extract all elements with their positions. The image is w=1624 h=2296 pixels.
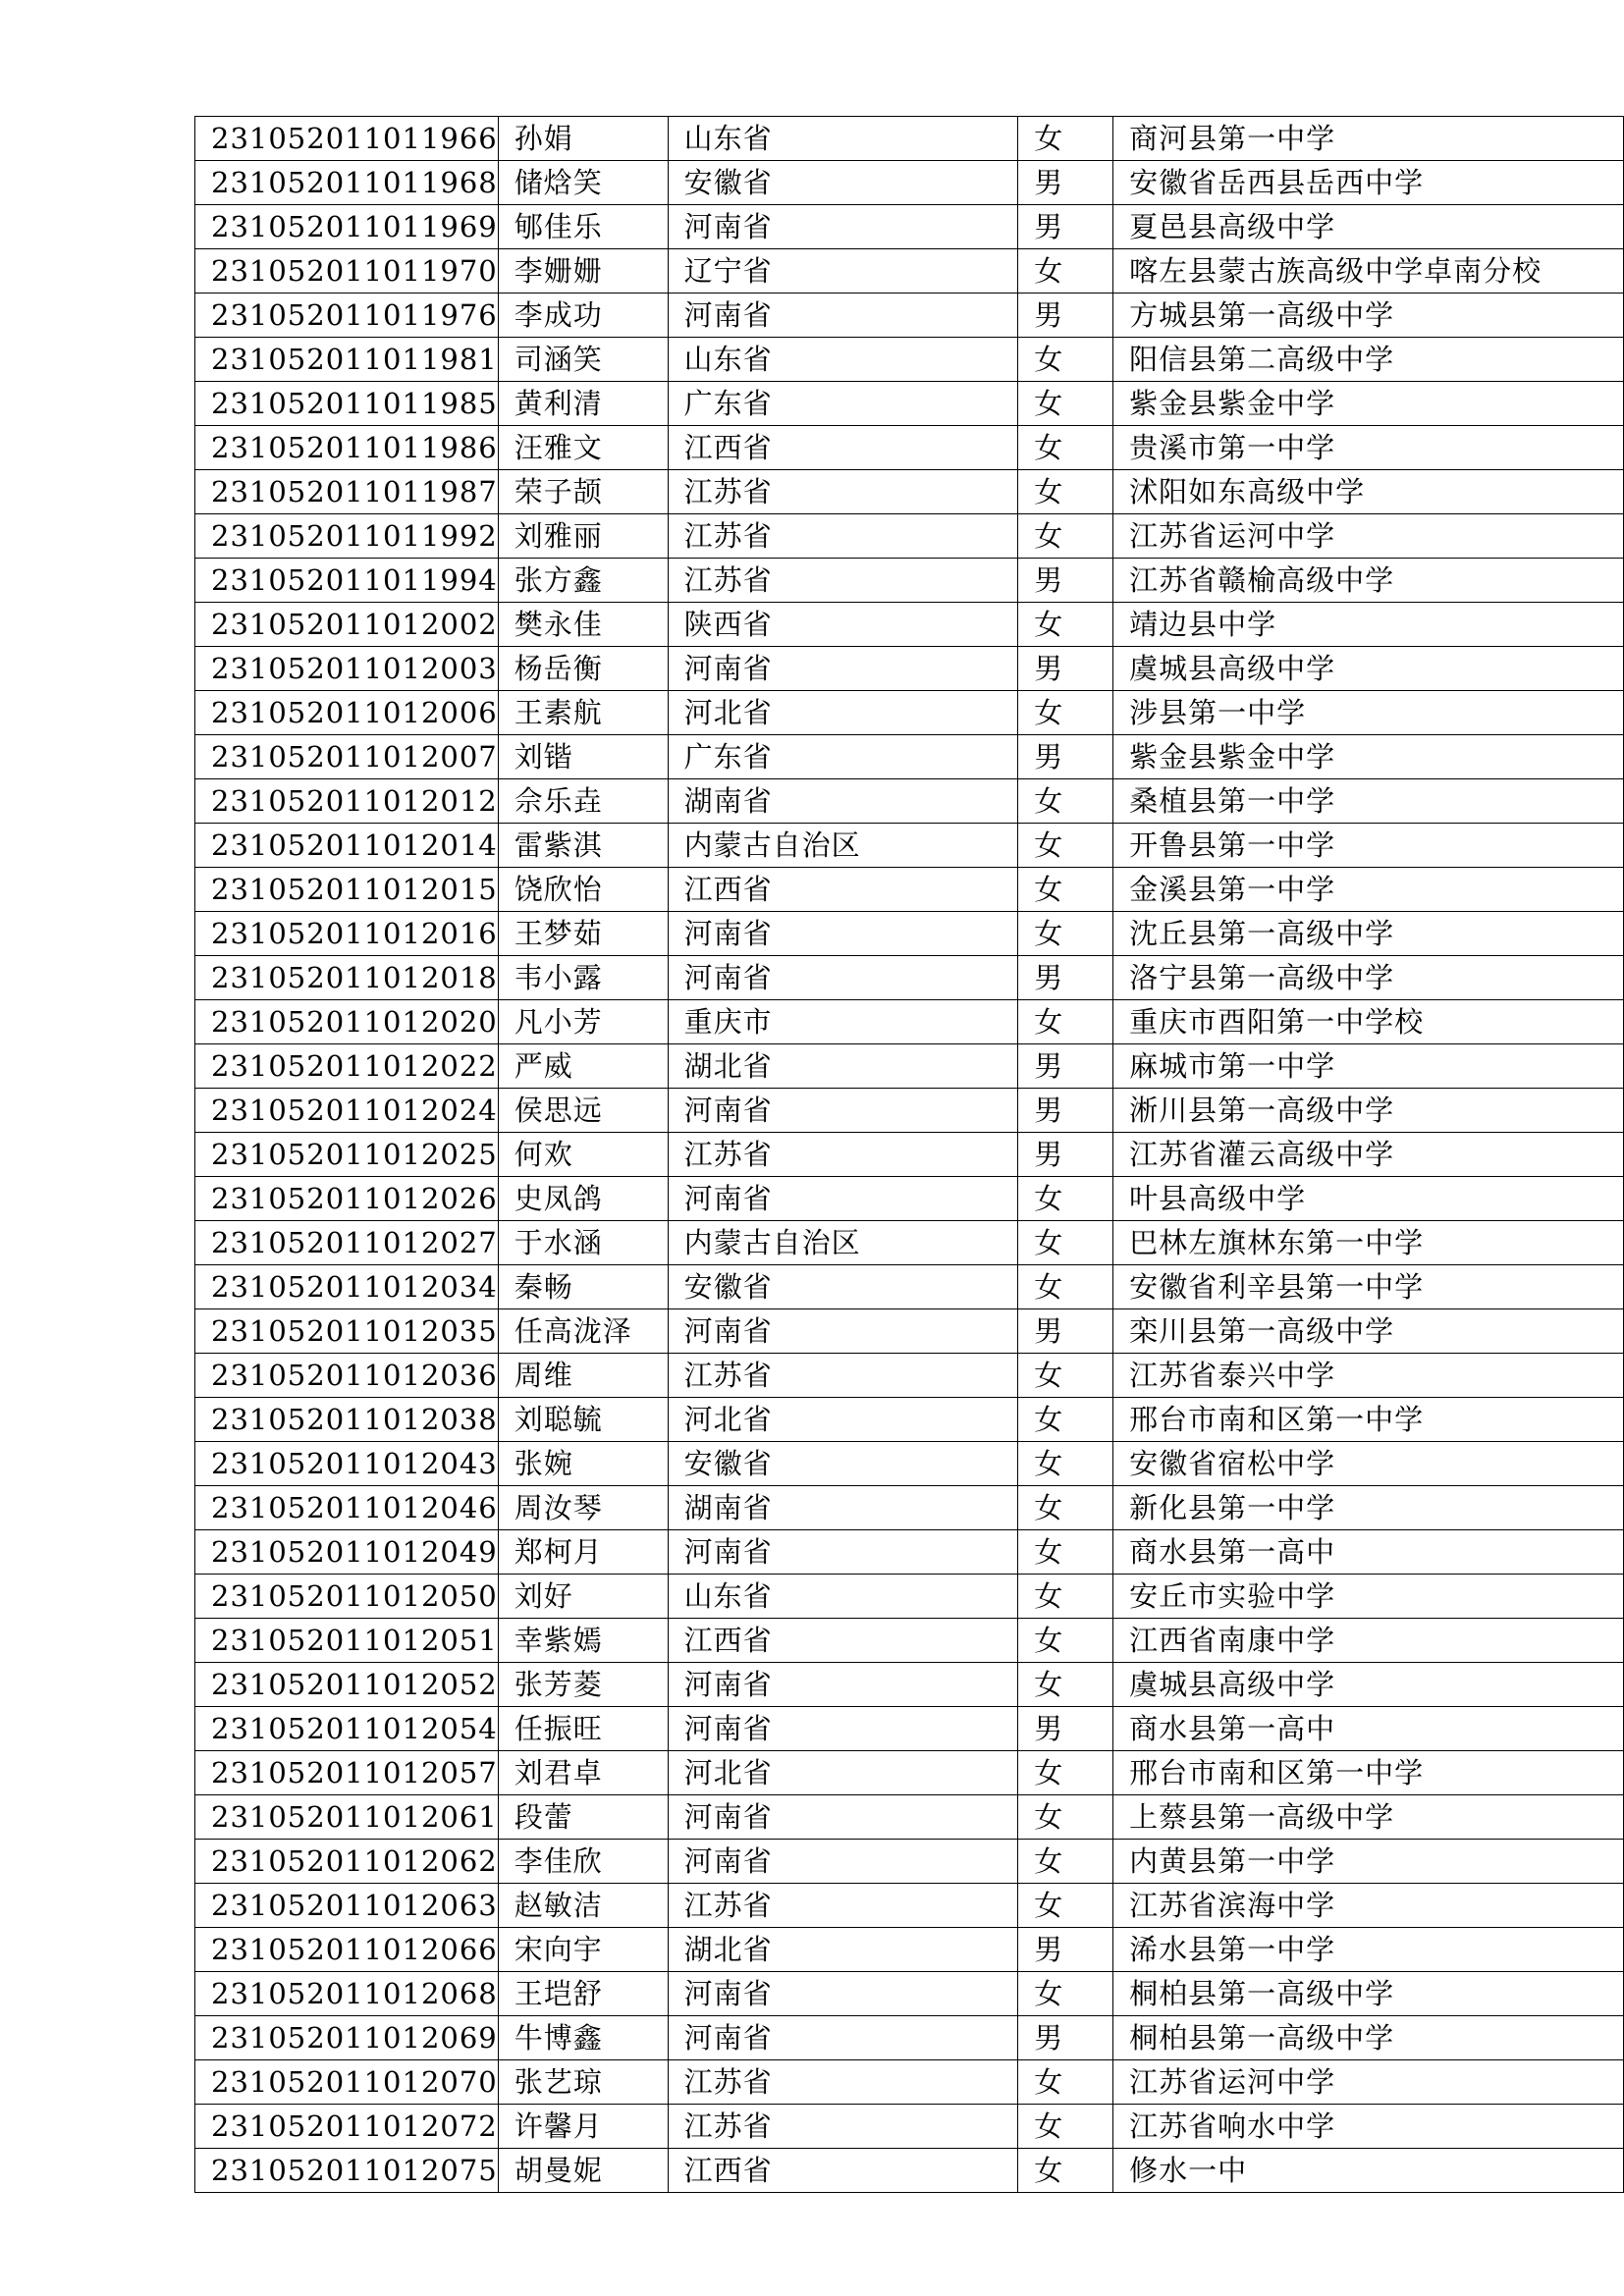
student-name-cell: 许馨月 [498, 2105, 668, 2149]
table-row [195, 912, 1624, 956]
province-cell: 安徽省 [668, 161, 1018, 205]
student-name-cell: 张婉 [498, 1442, 668, 1486]
table-row [195, 956, 1624, 1000]
student-id-cell: 231052011011992 [195, 514, 499, 559]
province-cell: 河南省 [668, 1530, 1018, 1575]
student-id-cell: 231052011012063 [195, 1884, 499, 1928]
school-cell: 淅川县第一高级中学 [1113, 1089, 1624, 1133]
province-cell: 广东省 [668, 382, 1018, 426]
student-id-cell: 231052011012061 [195, 1795, 499, 1840]
student-name-cell: 韦小露 [498, 956, 668, 1000]
gender-cell: 男 [1018, 735, 1113, 779]
province-cell: 江西省 [668, 426, 1018, 470]
table-row [195, 1354, 1624, 1398]
province-cell: 江苏省 [668, 2105, 1018, 2149]
school-cell: 江苏省运河中学 [1113, 2060, 1624, 2105]
roster-body [195, 117, 1624, 2193]
school-cell: 阳信县第二高级中学 [1113, 338, 1624, 382]
province-cell: 江苏省 [668, 514, 1018, 559]
school-cell: 安徽省宿松中学 [1113, 1442, 1624, 1486]
province-cell: 河南省 [668, 956, 1018, 1000]
table-row [195, 1663, 1624, 1707]
student-name-cell: 刘锴 [498, 735, 668, 779]
school-cell: 商水县第一高中 [1113, 1707, 1624, 1751]
table-row [195, 647, 1624, 691]
student-id-cell: 231052011012003 [195, 647, 499, 691]
table-row [195, 603, 1624, 647]
student-name-cell: 李成功 [498, 294, 668, 338]
province-cell: 河南省 [668, 647, 1018, 691]
student-id-cell: 231052011012018 [195, 956, 499, 1000]
student-id-cell: 231052011012070 [195, 2060, 499, 2105]
province-cell: 江苏省 [668, 1354, 1018, 1398]
student-name-cell: 王梦茹 [498, 912, 668, 956]
gender-cell: 男 [1018, 2016, 1113, 2060]
province-cell: 河南省 [668, 1840, 1018, 1884]
province-cell: 重庆市 [668, 1000, 1018, 1044]
gender-cell: 女 [1018, 1884, 1113, 1928]
table-row [195, 1044, 1624, 1089]
table-row [195, 1707, 1624, 1751]
school-cell: 沭阳如东高级中学 [1113, 470, 1624, 514]
gender-cell: 男 [1018, 647, 1113, 691]
province-cell: 河南省 [668, 294, 1018, 338]
school-cell: 江苏省灌云高级中学 [1113, 1133, 1624, 1177]
gender-cell: 女 [1018, 426, 1113, 470]
gender-cell: 女 [1018, 249, 1113, 294]
student-name-cell: 樊永佳 [498, 603, 668, 647]
student-id-cell: 231052011011987 [195, 470, 499, 514]
province-cell: 河南省 [668, 205, 1018, 249]
table-row [195, 1751, 1624, 1795]
province-cell: 河南省 [668, 1795, 1018, 1840]
province-cell: 河北省 [668, 691, 1018, 735]
gender-cell: 男 [1018, 1707, 1113, 1751]
table-row [195, 2016, 1624, 2060]
student-id-cell: 231052011012014 [195, 824, 499, 868]
school-cell: 桑植县第一中学 [1113, 779, 1624, 824]
table-row [195, 1265, 1624, 1309]
gender-cell: 男 [1018, 205, 1113, 249]
gender-cell: 女 [1018, 824, 1113, 868]
school-cell: 江苏省响水中学 [1113, 2105, 1624, 2149]
gender-cell: 女 [1018, 779, 1113, 824]
province-cell: 辽宁省 [668, 249, 1018, 294]
student-id-cell: 231052011012069 [195, 2016, 499, 2060]
table-row [195, 1442, 1624, 1486]
gender-cell: 女 [1018, 1398, 1113, 1442]
gender-cell: 女 [1018, 1751, 1113, 1795]
student-id-cell: 231052011012015 [195, 868, 499, 912]
province-cell: 山东省 [668, 338, 1018, 382]
table-row [195, 1928, 1624, 1972]
table-row [195, 1486, 1624, 1530]
student-id-cell: 231052011011968 [195, 161, 499, 205]
student-id-cell: 231052011011994 [195, 559, 499, 603]
student-id-cell: 231052011011970 [195, 249, 499, 294]
student-id-cell: 231052011012066 [195, 1928, 499, 1972]
student-name-cell: 刘君卓 [498, 1751, 668, 1795]
table-row [195, 2149, 1624, 2193]
school-cell: 紫金县紫金中学 [1113, 382, 1624, 426]
student-name-cell: 凡小芳 [498, 1000, 668, 1044]
school-cell: 洛宁县第一高级中学 [1113, 956, 1624, 1000]
student-name-cell: 任振旺 [498, 1707, 668, 1751]
table-row [195, 1575, 1624, 1619]
province-cell: 山东省 [668, 117, 1018, 161]
school-cell: 江苏省滨海中学 [1113, 1884, 1624, 1928]
school-cell: 开鲁县第一中学 [1113, 824, 1624, 868]
school-cell: 邢台市南和区第一中学 [1113, 1398, 1624, 1442]
table-row [195, 117, 1624, 161]
school-cell: 喀左县蒙古族高级中学卓南分校 [1113, 249, 1624, 294]
gender-cell: 女 [1018, 1442, 1113, 1486]
gender-cell: 女 [1018, 1530, 1113, 1575]
province-cell: 河南省 [668, 1663, 1018, 1707]
student-id-cell: 231052011012022 [195, 1044, 499, 1089]
student-id-cell: 231052011012075 [195, 2149, 499, 2193]
table-row [195, 1398, 1624, 1442]
student-id-cell: 231052011012002 [195, 603, 499, 647]
province-cell: 江苏省 [668, 2060, 1018, 2105]
school-cell: 浠水县第一中学 [1113, 1928, 1624, 1972]
student-name-cell: 张芳菱 [498, 1663, 668, 1707]
student-id-cell: 231052011012027 [195, 1221, 499, 1265]
province-cell: 湖南省 [668, 1486, 1018, 1530]
gender-cell: 女 [1018, 1575, 1113, 1619]
student-name-cell: 严威 [498, 1044, 668, 1089]
student-name-cell: 刘雅丽 [498, 514, 668, 559]
gender-cell: 女 [1018, 1795, 1113, 1840]
student-name-cell: 郑柯月 [498, 1530, 668, 1575]
student-id-cell: 231052011012038 [195, 1398, 499, 1442]
gender-cell: 女 [1018, 1972, 1113, 2016]
student-id-cell: 231052011012025 [195, 1133, 499, 1177]
gender-cell: 女 [1018, 912, 1113, 956]
gender-cell: 男 [1018, 1928, 1113, 1972]
table-row [195, 1089, 1624, 1133]
school-cell: 桐柏县第一高级中学 [1113, 2016, 1624, 2060]
student-id-cell: 231052011012034 [195, 1265, 499, 1309]
school-cell: 靖边县中学 [1113, 603, 1624, 647]
gender-cell: 男 [1018, 161, 1113, 205]
table-row [195, 1221, 1624, 1265]
gender-cell: 女 [1018, 2105, 1113, 2149]
student-name-cell: 史凤鸽 [498, 1177, 668, 1221]
school-cell: 江苏省运河中学 [1113, 514, 1624, 559]
school-cell: 商水县第一高中 [1113, 1530, 1624, 1575]
student-name-cell: 汪雅文 [498, 426, 668, 470]
province-cell: 江西省 [668, 2149, 1018, 2193]
province-cell: 安徽省 [668, 1265, 1018, 1309]
province-cell: 河南省 [668, 1707, 1018, 1751]
table-row [195, 470, 1624, 514]
student-name-cell: 段蕾 [498, 1795, 668, 1840]
student-id-cell: 231052011012072 [195, 2105, 499, 2149]
student-id-cell: 231052011012007 [195, 735, 499, 779]
student-id-cell: 231052011011976 [195, 294, 499, 338]
table-row [195, 249, 1624, 294]
table-row [195, 1133, 1624, 1177]
table-row [195, 559, 1624, 603]
school-cell: 上蔡县第一高级中学 [1113, 1795, 1624, 1840]
school-cell: 夏邑县高级中学 [1113, 205, 1624, 249]
gender-cell: 女 [1018, 382, 1113, 426]
student-name-cell: 赵敏洁 [498, 1884, 668, 1928]
gender-cell: 女 [1018, 1840, 1113, 1884]
table-row [195, 1972, 1624, 2016]
school-cell: 金溪县第一中学 [1113, 868, 1624, 912]
student-name-cell: 牛博鑫 [498, 2016, 668, 2060]
gender-cell: 女 [1018, 1177, 1113, 1221]
student-name-cell: 刘聪毓 [498, 1398, 668, 1442]
admission-roster-table [194, 116, 1624, 2193]
gender-cell: 男 [1018, 1309, 1113, 1354]
school-cell: 新化县第一中学 [1113, 1486, 1624, 1530]
school-cell: 虞城县高级中学 [1113, 1663, 1624, 1707]
province-cell: 广东省 [668, 735, 1018, 779]
table-row [195, 161, 1624, 205]
student-name-cell: 孙娟 [498, 117, 668, 161]
table-row [195, 1795, 1624, 1840]
gender-cell: 女 [1018, 1663, 1113, 1707]
student-id-cell: 231052011012046 [195, 1486, 499, 1530]
school-cell: 巴林左旗林东第一中学 [1113, 1221, 1624, 1265]
student-id-cell: 231052011011966 [195, 117, 499, 161]
gender-cell: 男 [1018, 559, 1113, 603]
student-name-cell: 郇佳乐 [498, 205, 668, 249]
student-name-cell: 佘乐垚 [498, 779, 668, 824]
province-cell: 安徽省 [668, 1442, 1018, 1486]
student-name-cell: 张艺琼 [498, 2060, 668, 2105]
student-name-cell: 胡曼妮 [498, 2149, 668, 2193]
school-cell: 江苏省赣榆高级中学 [1113, 559, 1624, 603]
school-cell: 栾川县第一高级中学 [1113, 1309, 1624, 1354]
province-cell: 内蒙古自治区 [668, 824, 1018, 868]
student-name-cell: 于水涵 [498, 1221, 668, 1265]
province-cell: 河北省 [668, 1398, 1018, 1442]
student-id-cell: 231052011012024 [195, 1089, 499, 1133]
student-id-cell: 231052011012062 [195, 1840, 499, 1884]
student-id-cell: 231052011011981 [195, 338, 499, 382]
province-cell: 河南省 [668, 1177, 1018, 1221]
province-cell: 湖北省 [668, 1044, 1018, 1089]
province-cell: 河南省 [668, 1089, 1018, 1133]
gender-cell: 男 [1018, 294, 1113, 338]
student-id-cell: 231052011012054 [195, 1707, 499, 1751]
student-id-cell: 231052011011969 [195, 205, 499, 249]
student-id-cell: 231052011012057 [195, 1751, 499, 1795]
student-id-cell: 231052011012052 [195, 1663, 499, 1707]
student-id-cell: 231052011012049 [195, 1530, 499, 1575]
province-cell: 江苏省 [668, 1133, 1018, 1177]
gender-cell: 女 [1018, 338, 1113, 382]
school-cell: 涉县第一中学 [1113, 691, 1624, 735]
table-row [195, 1840, 1624, 1884]
student-id-cell: 231052011012068 [195, 1972, 499, 2016]
student-name-cell: 司涵笑 [498, 338, 668, 382]
gender-cell: 男 [1018, 1089, 1113, 1133]
school-cell: 桐柏县第一高级中学 [1113, 1972, 1624, 2016]
table-row [195, 779, 1624, 824]
school-cell: 叶县高级中学 [1113, 1177, 1624, 1221]
student-name-cell: 张方鑫 [498, 559, 668, 603]
student-id-cell: 231052011012012 [195, 779, 499, 824]
student-id-cell: 231052011012043 [195, 1442, 499, 1486]
gender-cell: 女 [1018, 2060, 1113, 2105]
student-id-cell: 231052011011985 [195, 382, 499, 426]
table-row [195, 338, 1624, 382]
gender-cell: 女 [1018, 1486, 1113, 1530]
province-cell: 山东省 [668, 1575, 1018, 1619]
table-row [195, 2060, 1624, 2105]
gender-cell: 男 [1018, 1044, 1113, 1089]
student-name-cell: 任高泷泽 [498, 1309, 668, 1354]
province-cell: 湖南省 [668, 779, 1018, 824]
school-cell: 重庆市酉阳第一中学校 [1113, 1000, 1624, 1044]
table-row [195, 735, 1624, 779]
student-name-cell: 李姗姗 [498, 249, 668, 294]
province-cell: 陕西省 [668, 603, 1018, 647]
student-name-cell: 秦畅 [498, 1265, 668, 1309]
table-row [195, 824, 1624, 868]
gender-cell: 男 [1018, 1133, 1113, 1177]
province-cell: 河北省 [668, 1751, 1018, 1795]
student-name-cell: 周汝琴 [498, 1486, 668, 1530]
province-cell: 河南省 [668, 912, 1018, 956]
student-name-cell: 王素航 [498, 691, 668, 735]
gender-cell: 女 [1018, 1000, 1113, 1044]
province-cell: 江苏省 [668, 470, 1018, 514]
student-id-cell: 231052011012020 [195, 1000, 499, 1044]
gender-cell: 女 [1018, 1354, 1113, 1398]
student-name-cell: 李佳欣 [498, 1840, 668, 1884]
student-id-cell: 231052011012026 [195, 1177, 499, 1221]
school-cell: 内黄县第一中学 [1113, 1840, 1624, 1884]
student-id-cell: 231052011012050 [195, 1575, 499, 1619]
student-name-cell: 周维 [498, 1354, 668, 1398]
student-name-cell: 侯思远 [498, 1089, 668, 1133]
province-cell: 内蒙古自治区 [668, 1221, 1018, 1265]
student-id-cell: 231052011012035 [195, 1309, 499, 1354]
student-id-cell: 231052011012036 [195, 1354, 499, 1398]
school-cell: 邢台市南和区第一中学 [1113, 1751, 1624, 1795]
gender-cell: 女 [1018, 691, 1113, 735]
table-row [195, 691, 1624, 735]
school-cell: 虞城县高级中学 [1113, 647, 1624, 691]
student-id-cell: 231052011012051 [195, 1619, 499, 1663]
province-cell: 江苏省 [668, 559, 1018, 603]
province-cell: 江西省 [668, 1619, 1018, 1663]
school-cell: 安徽省岳西县岳西中学 [1113, 161, 1624, 205]
gender-cell: 女 [1018, 1265, 1113, 1309]
province-cell: 江西省 [668, 868, 1018, 912]
school-cell: 麻城市第一中学 [1113, 1044, 1624, 1089]
table-row [195, 426, 1624, 470]
province-cell: 河南省 [668, 1972, 1018, 2016]
student-name-cell: 何欢 [498, 1133, 668, 1177]
school-cell: 安徽省利辛县第一中学 [1113, 1265, 1624, 1309]
student-name-cell: 幸紫嫣 [498, 1619, 668, 1663]
student-name-cell: 荣子颉 [498, 470, 668, 514]
gender-cell: 女 [1018, 470, 1113, 514]
school-cell: 江西省南康中学 [1113, 1619, 1624, 1663]
school-cell: 方城县第一高级中学 [1113, 294, 1624, 338]
student-name-cell: 杨岳衡 [498, 647, 668, 691]
table-row [195, 1884, 1624, 1928]
school-cell: 修水一中 [1113, 2149, 1624, 2193]
table-row [195, 1000, 1624, 1044]
province-cell: 河南省 [668, 1309, 1018, 1354]
gender-cell: 女 [1018, 1221, 1113, 1265]
table-row [195, 205, 1624, 249]
student-name-cell: 雷紫淇 [498, 824, 668, 868]
student-name-cell: 储焓笑 [498, 161, 668, 205]
student-name-cell: 饶欣怡 [498, 868, 668, 912]
school-cell: 安丘市实验中学 [1113, 1575, 1624, 1619]
province-cell: 河南省 [668, 2016, 1018, 2060]
table-row [195, 868, 1624, 912]
table-row [195, 294, 1624, 338]
gender-cell: 女 [1018, 2149, 1113, 2193]
province-cell: 江苏省 [668, 1884, 1018, 1928]
student-name-cell: 王垲舒 [498, 1972, 668, 2016]
table-row [195, 1619, 1624, 1663]
table-row [195, 382, 1624, 426]
school-cell: 商河县第一中学 [1113, 117, 1624, 161]
gender-cell: 女 [1018, 868, 1113, 912]
student-id-cell: 231052011011986 [195, 426, 499, 470]
student-id-cell: 231052011012006 [195, 691, 499, 735]
gender-cell: 男 [1018, 956, 1113, 1000]
province-cell: 湖北省 [668, 1928, 1018, 1972]
gender-cell: 女 [1018, 603, 1113, 647]
school-cell: 沈丘县第一高级中学 [1113, 912, 1624, 956]
student-name-cell: 宋向宇 [498, 1928, 668, 1972]
student-name-cell: 黄利清 [498, 382, 668, 426]
school-cell: 紫金县紫金中学 [1113, 735, 1624, 779]
table-row [195, 1177, 1624, 1221]
student-name-cell: 刘好 [498, 1575, 668, 1619]
table-row [195, 2105, 1624, 2149]
gender-cell: 女 [1018, 514, 1113, 559]
gender-cell: 女 [1018, 1619, 1113, 1663]
student-id-cell: 231052011012016 [195, 912, 499, 956]
table-row [195, 1309, 1624, 1354]
table-row [195, 514, 1624, 559]
table-row [195, 1530, 1624, 1575]
school-cell: 江苏省泰兴中学 [1113, 1354, 1624, 1398]
gender-cell: 女 [1018, 117, 1113, 161]
school-cell: 贵溪市第一中学 [1113, 426, 1624, 470]
